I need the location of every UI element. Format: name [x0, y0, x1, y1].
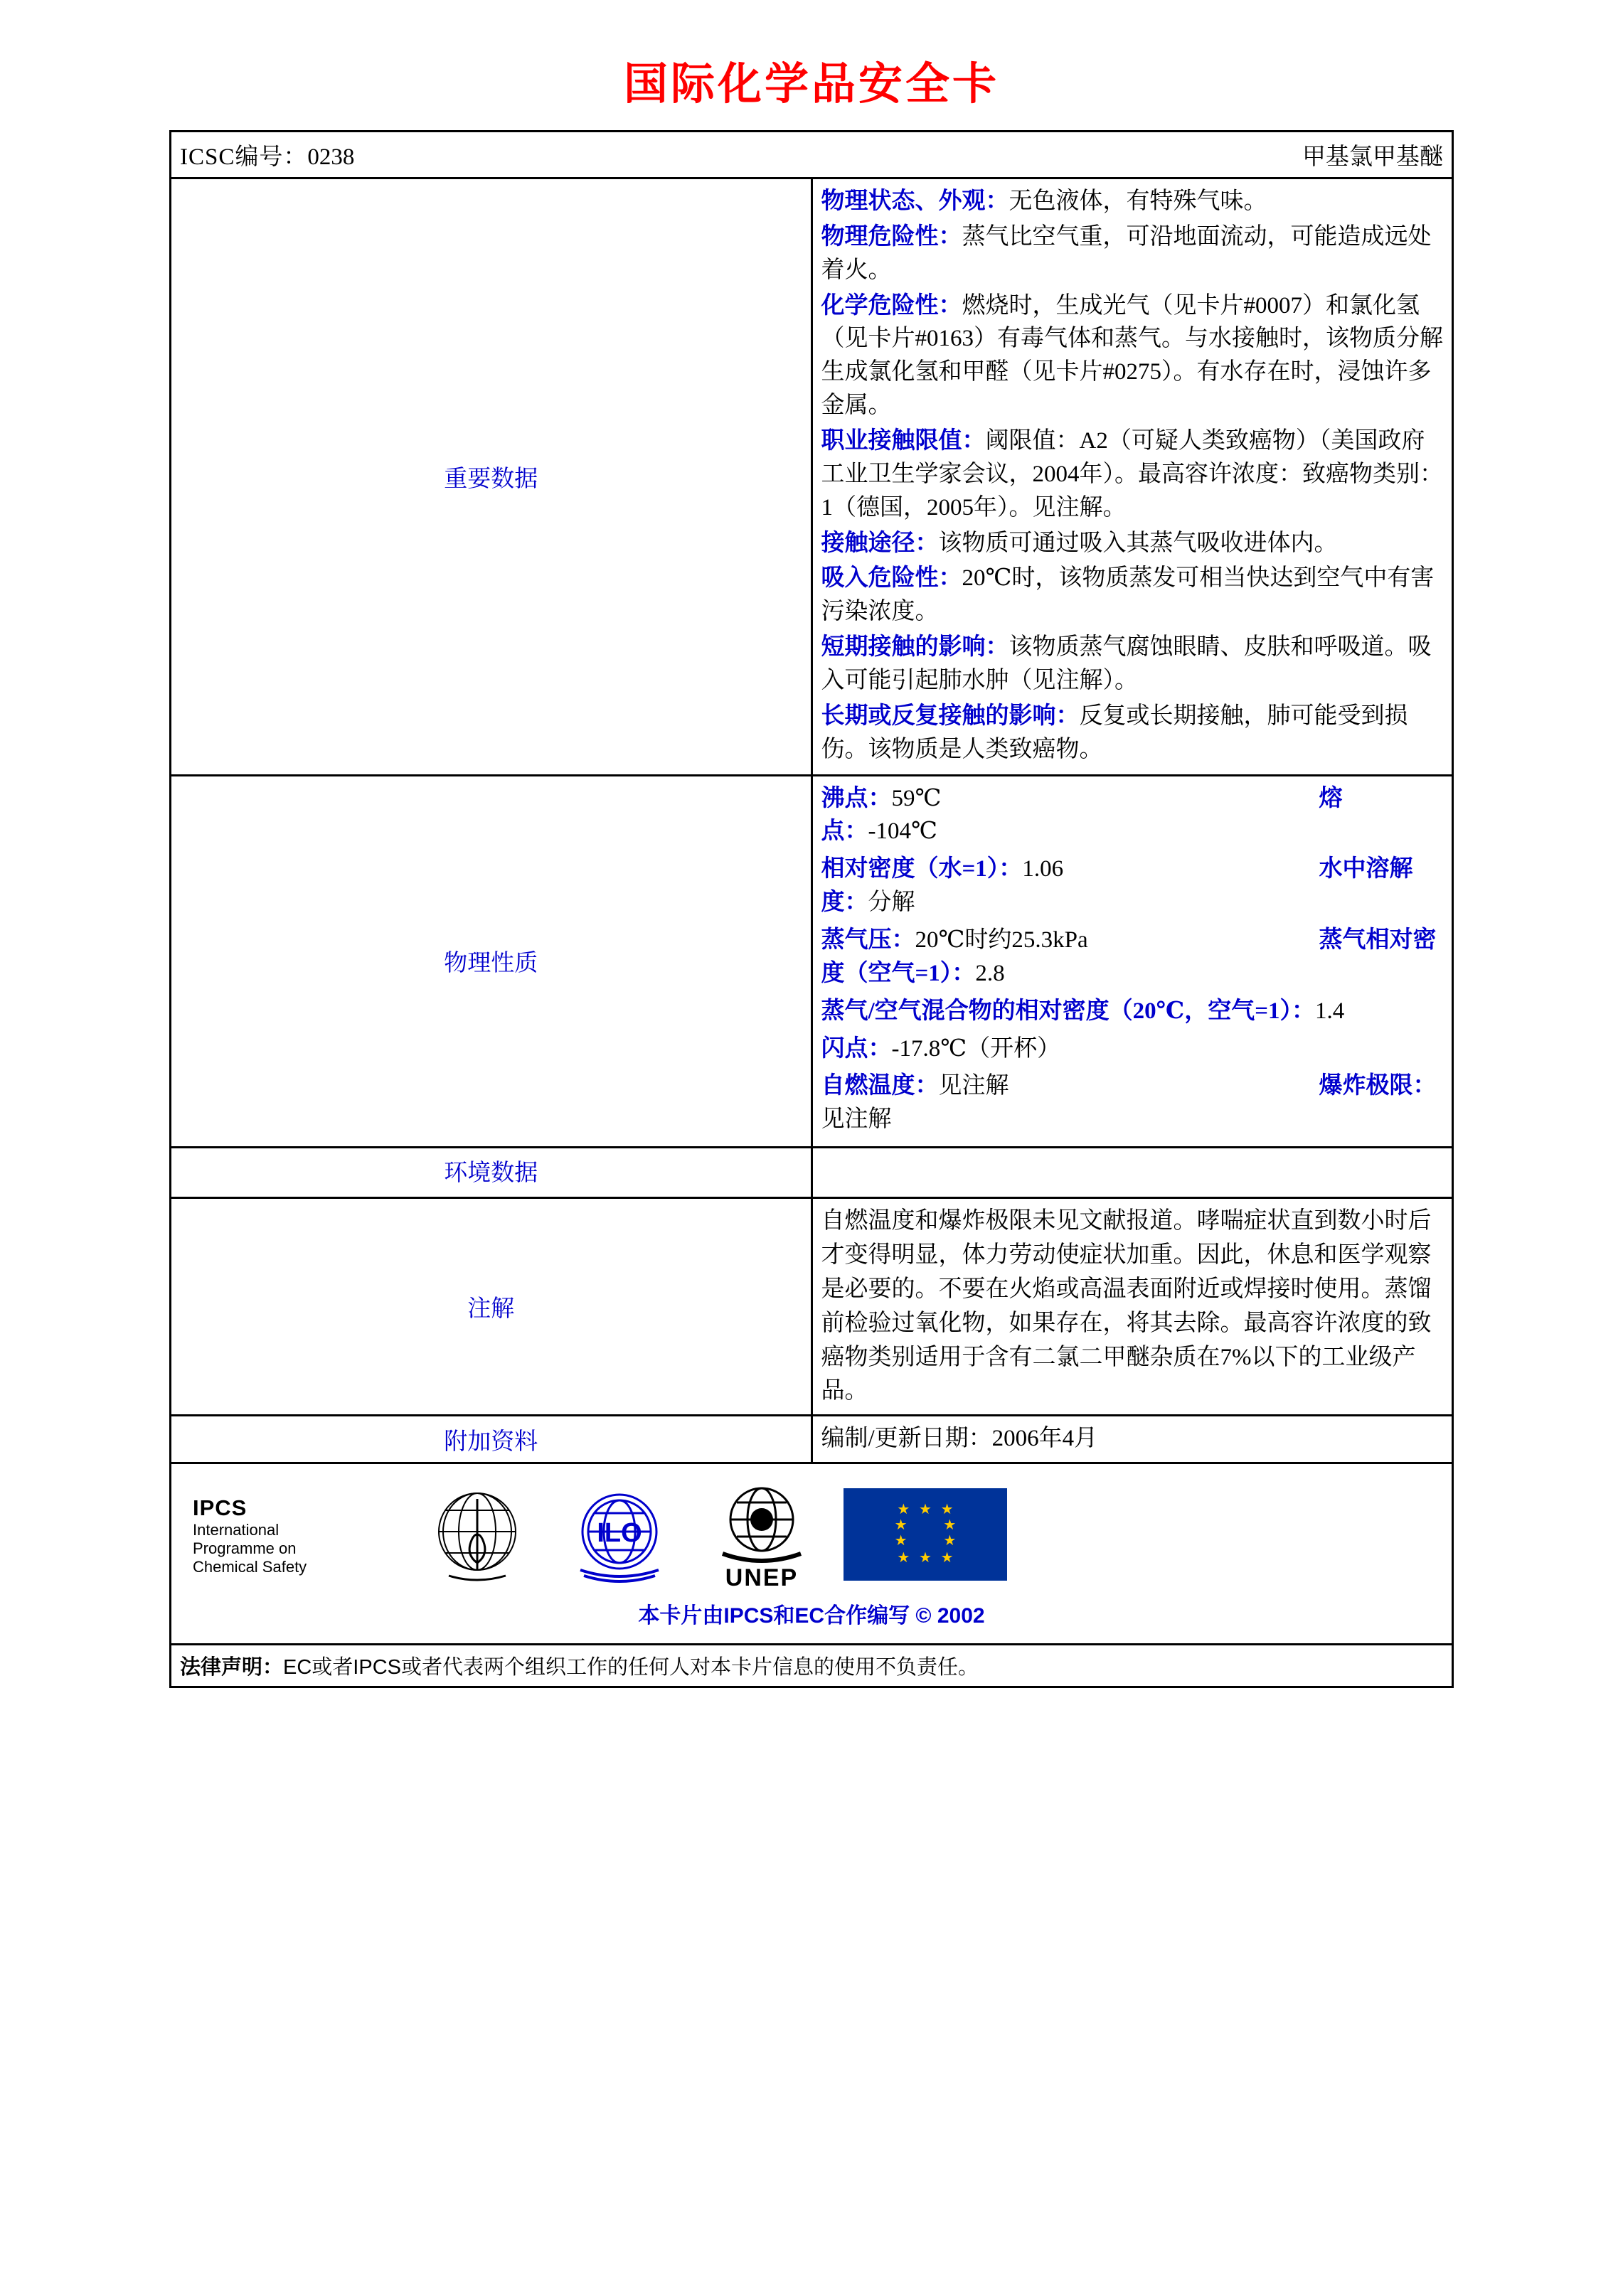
substance-name: 甲基氯甲基醚 — [1302, 144, 1443, 170]
footer-logos-row — [171, 1463, 1453, 1645]
important-data-row — [171, 178, 1453, 776]
logo-row — [180, 1470, 1443, 1595]
environmental-data-row — [171, 1148, 1453, 1198]
svg-text:★ ★ ★: ★ ★ ★ — [897, 1548, 954, 1566]
card-header-row — [171, 132, 1453, 178]
property-item: 沸点：59℃ — [821, 785, 942, 811]
card-header-cell — [171, 132, 1453, 178]
unep-label: UNEP — [725, 1564, 799, 1592]
svg-text:★ ★: ★ ★ — [894, 1531, 957, 1549]
data-item: 吸入危险性：20℃时，该物质蒸发可相当快达到空气中有害污染浓度。 — [821, 565, 1435, 625]
property-line — [821, 1032, 1444, 1066]
property-item: 熔点：-104℃ — [821, 785, 1343, 845]
legal-label: 法律声明： — [180, 1656, 284, 1680]
page-title: 国际化学品安全卡 — [623, 60, 999, 109]
property-line — [821, 924, 1444, 991]
eu-flag — [833, 1488, 1018, 1584]
property-item: 蒸气/空气混合物的相对密度（20℃，空气=1）：1.4 — [821, 998, 1345, 1024]
top-margin — [84, 0, 1539, 21]
notes-row — [171, 1198, 1453, 1416]
property-item: 蒸气相对密度（空气=1）：2.8 — [821, 927, 1437, 986]
row-label-physical-properties: 物理性质 — [171, 775, 812, 1148]
property-item: 自燃温度：见注解 — [821, 1073, 1009, 1099]
icsc-number-group — [180, 138, 354, 171]
ipcs-full-line3: Chemical Safety — [193, 1558, 307, 1576]
legal-row — [171, 1645, 1453, 1687]
ipcs-text-block — [193, 1495, 406, 1576]
environmental-data-content — [812, 1148, 1453, 1198]
property-line — [821, 782, 1444, 849]
svg-text:ILO: ILO — [597, 1517, 642, 1548]
property-item: 水中溶解度：分解 — [821, 856, 1413, 916]
data-item: 长期或反复接触的影响：反复或长期接触，肺可能受到损伤。该物质是人类致癌物。 — [821, 703, 1408, 762]
data-item: 接触途径：该物质可通过吸入其蒸气吸收进体内。 — [821, 530, 1338, 556]
ilo-logo — [548, 1485, 691, 1588]
svg-text:★ ★ ★: ★ ★ ★ — [897, 1500, 954, 1517]
important-data-content — [812, 178, 1453, 776]
row-label-important-data: 重要数据 — [171, 178, 812, 776]
ipcs-abbr: IPCS — [193, 1495, 248, 1520]
svg-text:★ ★: ★ ★ — [894, 1515, 957, 1533]
property-item: 相对密度（水=1）：1.06 — [821, 856, 1064, 882]
data-item: 职业接触限值：阈限值：A2（可疑人类致癌物）（美国政府工业卫生学家会议，2004年）。最高容许浓度：致癌物类别：1（德国，2005年）。见注解。 — [821, 428, 1443, 520]
legal-cell — [171, 1645, 1453, 1687]
data-item: 化学危险性：燃烧时，生成光气（见卡片#0007）和氯化氢（见卡片#0163）有毒气体和蒸气。与水接触时，该物质分解生成氯化氢和甲醛（见卡片#0275）。有水存在时，浸蚀许多金属。 — [821, 292, 1443, 419]
data-item: 物理状态、外观：无色液体，有特殊气味。 — [821, 188, 1267, 214]
notes-content: 自燃温度和爆炸极限未见文献报道。哮喘症状直到数小时后才变得明显，体力劳动使症状加重。因此，休息和医学观察是必要的。不要在火焰或高温表面附近或焊接时使用。蒸馏前检验过氧化物，如果存在，将其去除。最高容许浓度的致癌物类别适用于含有二氯二甲醚杂质在7%以下的工业级产品。 — [812, 1198, 1453, 1416]
row-label-additional: 附加资料 — [171, 1416, 812, 1463]
data-item: 物理危险性：蒸气比空气重，可沿地面流动，可能造成远处着火。 — [821, 223, 1432, 283]
property-item: 蒸气压：20℃时约25.3kPa — [821, 927, 1088, 954]
additional-info-content: 编制/更新日期：2006年4月 — [812, 1416, 1453, 1463]
property-line — [821, 995, 1444, 1028]
data-item: 短期接触的影响：该物质蒸气腐蚀眼睛、皮肤和呼吸道。吸入可能引起肺水肿（见注解）。 — [821, 634, 1432, 694]
property-line — [821, 853, 1444, 919]
row-label-notes: 注解 — [171, 1198, 812, 1416]
property-line — [821, 1069, 1444, 1136]
icsc-number-value: 0238 — [307, 144, 355, 170]
ipcs-full-line2: Programme on — [193, 1539, 297, 1558]
legal-text: EC或者IPCS或者代表两个组织工作的任何人对本卡片信息的使用不负责任。 — [283, 1656, 979, 1680]
row-label-environmental-data: 环境数据 — [171, 1148, 812, 1198]
ipcs-full-line1: International — [193, 1521, 280, 1539]
who-logo — [406, 1485, 548, 1588]
property-item: 闪点：-17.8℃（开杯） — [821, 1035, 1061, 1062]
unep-logo — [691, 1480, 833, 1592]
footer-cell — [171, 1463, 1453, 1645]
property-item: 爆炸极限：见注解 — [821, 1073, 1437, 1133]
physical-properties-row — [171, 775, 1453, 1148]
icsc-card-table — [169, 130, 1454, 1688]
credit-line: 本卡片由IPCS和EC合作编写 © 2002 — [638, 1604, 985, 1628]
icsc-number-label: ICSC编号： — [180, 144, 308, 170]
additional-info-row — [171, 1416, 1453, 1463]
physical-properties-content — [812, 775, 1453, 1148]
